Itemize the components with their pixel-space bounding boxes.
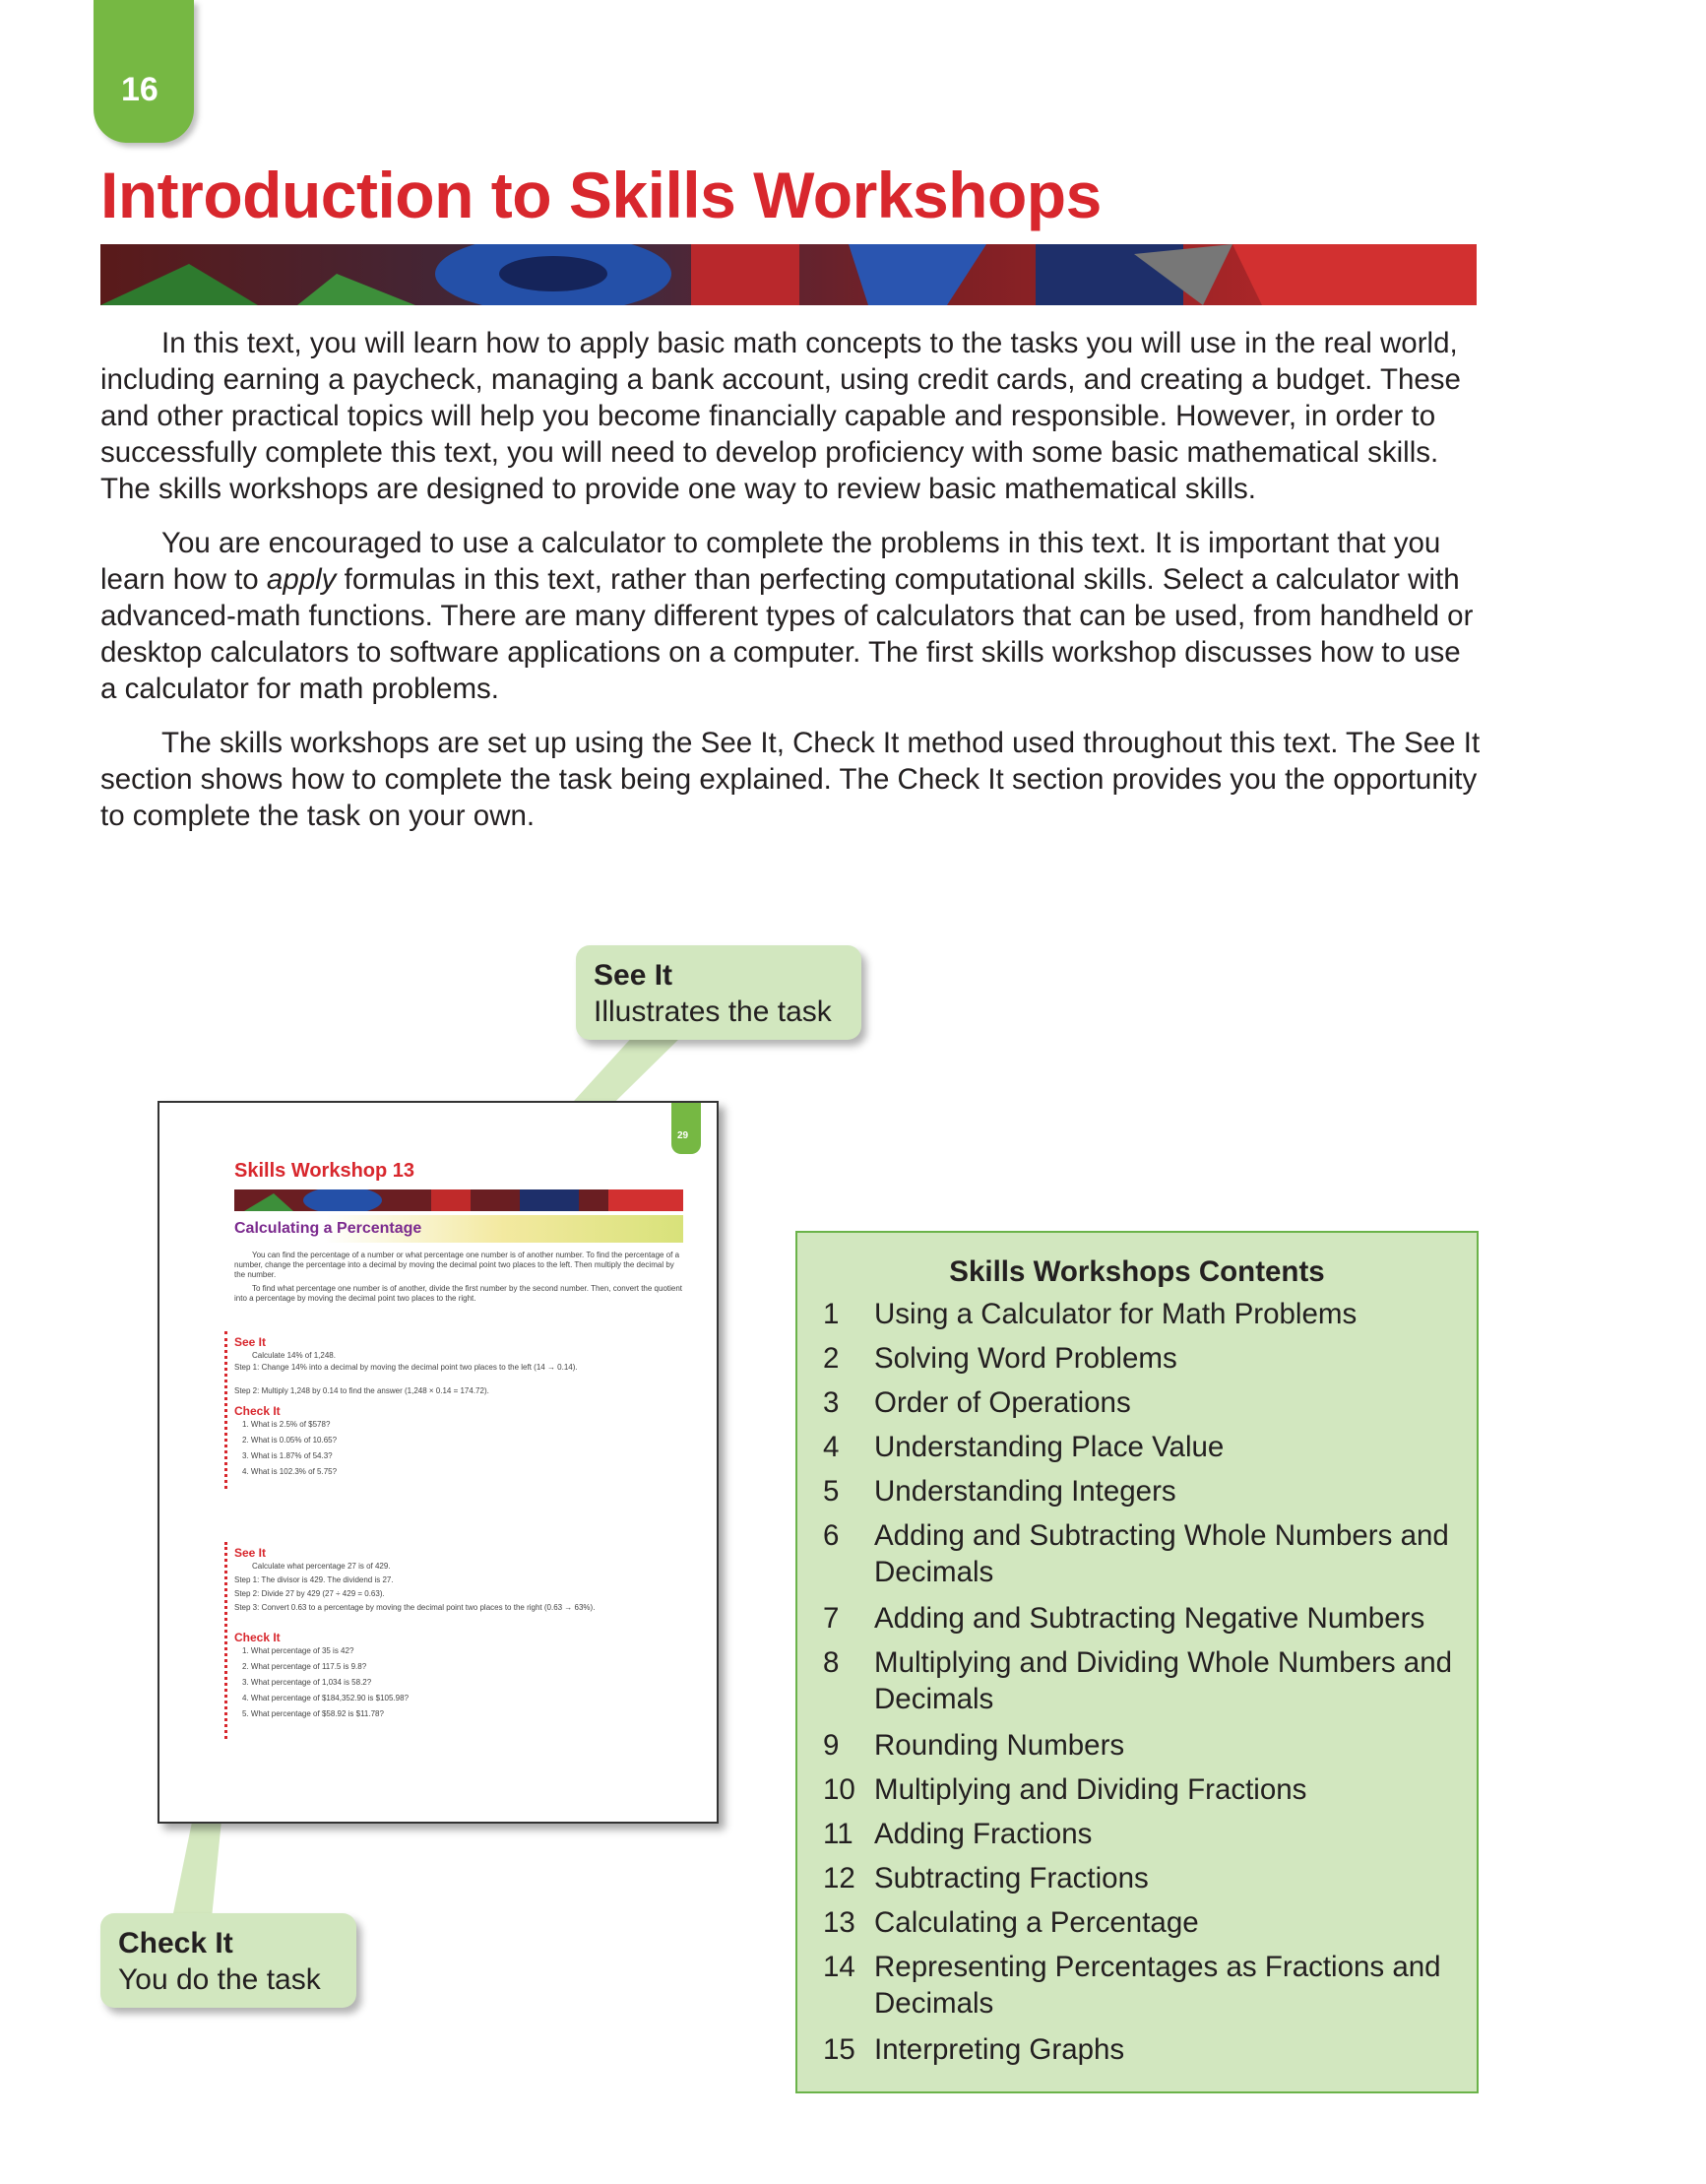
contents-list [823,1296,1463,2076]
contents-item: 2 Solving Word Problems [823,1342,1177,1375]
intro-paragraph: You are encouraged to use a calculator to complete the problems in this text. It is important that you learn how to apply formulas in this text, rather than perfecting computational skills. Select a calculator with advanced-math functions. There are many different types of calculators that can be used, from handheld or desktop calculators to software applications on a computer. The first skills workshop discusses how to use a calculator for math problems. [100,527,1474,705]
thumbnail-dotted-guide [224,1331,231,1489]
contents-item: 11 Adding Fractions [823,1818,1093,1850]
thumbnail-subtitle-bar [234,1215,683,1243]
thumbnail-see-it-heading: See It [234,1335,267,1349]
thumbnail-paragraph: You can find the percentage of a number or what percentage one number is of another number. To find the percentage of a number, change the percentage into a decimal by moving the decimal point two places to the left. Then multiply the decimal by the number. [234,1251,680,1279]
page-number: 16 [121,71,158,108]
page-title: Introduction to Skills Workshops [100,159,1102,231]
thumbnail-title: Skills Workshop 13 [234,1160,415,1182]
contents-item: 6 Adding and Subtracting Whole Numbers and Decimals [823,1519,1449,1588]
check-it-callout-heading: Check It [118,1927,233,1959]
contents-item: 15 Interpreting Graphs [823,2033,1125,2066]
see-it-callout-text: Illustrates the task [594,996,832,1028]
contents-item: 12 Subtracting Fractions [823,1862,1149,1895]
thumbnail-paragraph: To find what percentage one number is of another, divide the first number by the second number. Then, convert the quotient into a percentage by moving the decimal point two places to the right. [234,1284,683,1303]
intro-paragraph: The skills workshops are set up using the See It, Check It method used throughout this text. The See It section shows how to complete the task being explained. The Check It section provides you the opportunity to complete the task on your own. [100,727,1481,832]
emphasis-apply: apply [266,563,337,596]
thumbnail-banner [234,1189,683,1211]
thumbnail-see-it-heading: See It [234,1546,267,1560]
contents-item: 3 Order of Operations [823,1386,1131,1419]
intro-paragraph: In this text, you will learn how to apply basic math concepts to the tasks you will use in the real world, including earning a paycheck, managing a bank account, using credit cards, and creating a budget. These and other practical topics will help you become financially capable and responsible. However, in order to successfully complete this text, you will need to develop proficiency with some basic mathematical skills. The skills workshops are designed to provide one way to review basic mathematical skills. [100,327,1461,505]
contents-item: 4 Understanding Place Value [823,1431,1225,1463]
thumbnail-check-it-heading: Check It [234,1404,281,1418]
thumbnail-subtitle: Calculating a Percentage [234,1220,422,1237]
sample-page-thumbnail: 29 Skills Workshop 13 Calculating a Percentage You can find the percentage of a number or what percentage one number is of another number. To find the percentage of a number, change the percentage into a decimal by moving the decimal point two places to the left. Then multiply the decimal by the number. To find what percentage one number is of another, divide the first number by the second number. Then, convert the quotient into a percentage by moving the decimal point two places to the right. See It Calculate 14% of 1,248. Step 1: Change 14% into a decimal by moving the decimal point two places to the left (14 → 0.14). Step 2: Multiply 1,248 by 0.14 to find the answer (1,248 × 0.14 = 174.72). Check It 1. What is 2.5% of $578? 2. What is 0.05% of 10.65? 3. What is 1.87% of 54.3? 4. What is 102.3% of 5.75? See It Calculate what percentage 27 is of 429. Step 1: The divisor is 429. The dividend is 27. Step 2: Divide 27 by 429 (27 ÷ 429 = 0.63). Step 3: Convert 0.63 to a percentage by moving the decimal point two places to the right (0.63 → 63%). Check It 1. What percentage of 35 is 42? 2. What percentage of 117.5 is 9.8? 3. What percentage of 1,034 is 58.2? 4. What percentage of $184,352.90 is $105.98? 5. What percentage of $58.92 is $11.78? [158,1101,719,1824]
thumbnail-dotted-guide [224,1542,231,1739]
contents-heading: Skills Workshops Contents [949,1255,1325,1288]
see-it-callout-heading: See It [594,959,673,992]
contents-item: 14 Representing Percentages as Fractions and Decimals [823,1951,1441,2020]
contents-item: 7 Adding and Subtracting Negative Numbers [823,1602,1425,1635]
check-it-callout [100,1913,356,2008]
thumbnail-page-tab: 29 [671,1103,701,1154]
contents-item: 9 Rounding Numbers [823,1729,1125,1762]
skills-workshops-contents-box [795,1231,1479,2093]
contents-item: 10 Multiplying and Dividing Fractions [823,1773,1307,1806]
contents-item: 5 Understanding Integers [823,1475,1176,1508]
thumbnail-check-it-heading: Check It [234,1631,281,1644]
contents-item: 13 Calculating a Percentage [823,1906,1199,1939]
see-it-callout [576,945,861,1040]
contents-item: 8 Multiplying and Dividing Whole Numbers and Decimals [823,1646,1453,1715]
check-it-callout-text: You do the task [118,1963,321,1996]
contents-item: 1 Using a Calculator for Math Problems [823,1298,1358,1330]
